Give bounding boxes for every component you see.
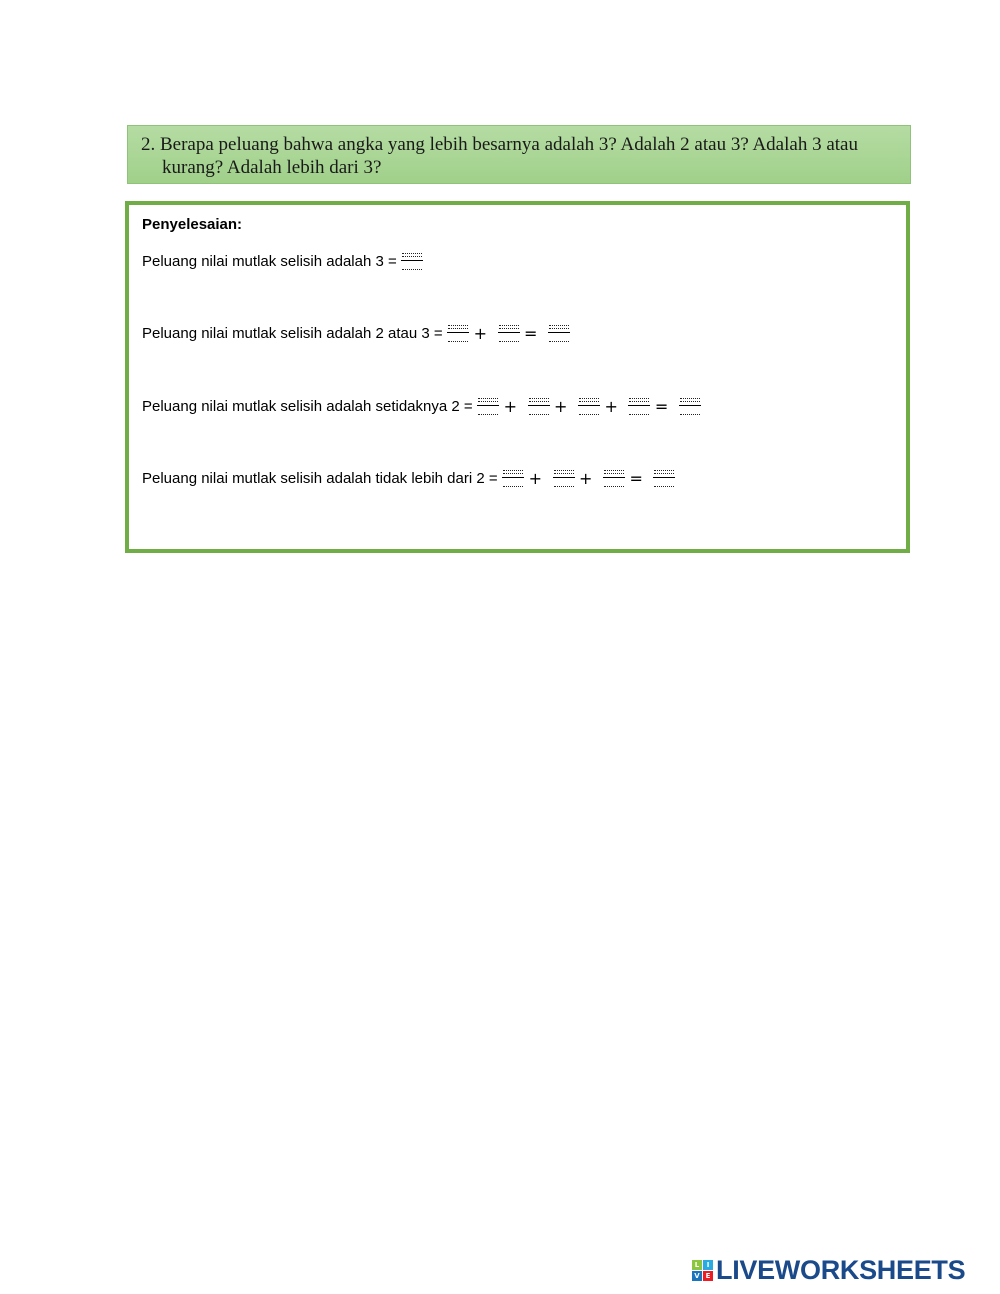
equals-sign: = <box>654 396 669 416</box>
fraction-input[interactable] <box>552 470 575 487</box>
numerator-blank[interactable] <box>549 325 569 329</box>
fraction-bar <box>548 332 570 333</box>
logo-icon <box>692 1260 713 1281</box>
answer-row-2 <box>142 318 572 348</box>
fraction-input[interactable] <box>653 470 676 487</box>
numerator-blank[interactable] <box>604 470 624 474</box>
row-3-label: Peluang nilai mutlak selisih adalah setidaknya 2 = <box>142 397 473 415</box>
logo-letter-l: L <box>692 1260 702 1270</box>
numerator-blank[interactable] <box>629 398 649 402</box>
answer-row-4 <box>142 463 678 493</box>
numerator-blank[interactable] <box>503 470 523 474</box>
fraction-input[interactable] <box>602 470 625 487</box>
answer-box <box>125 201 910 553</box>
liveworksheets-logo <box>692 1255 965 1285</box>
fraction-bar <box>628 405 650 406</box>
numerator-blank[interactable] <box>499 325 519 329</box>
denominator-blank[interactable] <box>503 483 523 487</box>
plus-sign: + <box>604 396 618 416</box>
question-text-line2: kurang? Adalah lebih dari 3? <box>162 157 382 178</box>
denominator-blank[interactable] <box>549 338 569 342</box>
numerator-blank[interactable] <box>529 398 549 402</box>
fraction-bar <box>528 405 550 406</box>
denominator-blank[interactable] <box>499 338 519 342</box>
question-banner <box>127 125 911 184</box>
fraction-bar <box>578 405 600 406</box>
fraction-bar <box>603 477 625 478</box>
denominator-blank[interactable] <box>680 411 700 415</box>
logo-letter-i: I <box>703 1260 713 1270</box>
denominator-blank[interactable] <box>402 266 422 270</box>
plus-sign: + <box>554 396 568 416</box>
numerator-blank[interactable] <box>680 398 700 402</box>
numerator-blank[interactable] <box>554 470 574 474</box>
logo-letter-e: E <box>703 1271 713 1281</box>
fraction-bar <box>498 332 520 333</box>
fraction-input[interactable] <box>477 398 500 415</box>
denominator-blank[interactable] <box>554 483 574 487</box>
denominator-blank[interactable] <box>654 483 674 487</box>
fraction-bar <box>401 260 423 261</box>
fraction-input[interactable] <box>497 325 520 342</box>
row-4-label: Peluang nilai mutlak selisih adalah tidak lebih dari 2 = <box>142 469 498 487</box>
fraction-input[interactable] <box>447 325 470 342</box>
fraction-bar <box>447 332 469 333</box>
answer-row-1 <box>142 246 426 276</box>
fraction-input[interactable] <box>502 470 525 487</box>
denominator-blank[interactable] <box>604 483 624 487</box>
denominator-blank[interactable] <box>529 411 549 415</box>
denominator-blank[interactable] <box>478 411 498 415</box>
numerator-blank[interactable] <box>448 325 468 329</box>
fraction-bar <box>502 477 524 478</box>
denominator-blank[interactable] <box>448 338 468 342</box>
plus-sign: + <box>503 396 518 416</box>
fraction-input[interactable] <box>401 253 424 270</box>
plus-sign: + <box>528 468 543 488</box>
question-text-line1: 2. Berapa peluang bahwa angka yang lebih besarnya adalah 3? Adalah 2 atau 3? Adalah 3 atau <box>141 134 858 155</box>
fraction-input[interactable] <box>628 398 651 415</box>
fraction-bar <box>477 405 499 406</box>
denominator-blank[interactable] <box>629 411 649 415</box>
logo-text: LIVEWORKSHEETS <box>716 1254 966 1285</box>
denominator-blank[interactable] <box>579 411 599 415</box>
numerator-blank[interactable] <box>478 398 498 402</box>
fraction-input[interactable] <box>547 325 570 342</box>
row-2-label: Peluang nilai mutlak selisih adalah 2 atau 3 = <box>142 324 443 342</box>
equals-sign: = <box>524 323 538 343</box>
plus-sign: + <box>579 468 593 488</box>
fraction-input[interactable] <box>577 398 600 415</box>
numerator-blank[interactable] <box>402 253 422 257</box>
numerator-blank[interactable] <box>579 398 599 402</box>
fraction-bar <box>679 405 701 406</box>
fraction-input[interactable] <box>527 398 550 415</box>
answer-title: Penyelesaian: <box>142 216 243 233</box>
plus-sign: + <box>473 323 488 343</box>
row-1-label: Peluang nilai mutlak selisih adalah 3 = <box>142 252 397 270</box>
fraction-bar <box>653 477 675 478</box>
fraction-input[interactable] <box>678 398 701 415</box>
logo-letter-v: V <box>692 1271 702 1281</box>
fraction-bar <box>553 477 575 478</box>
equals-sign: = <box>629 468 643 488</box>
answer-row-3 <box>142 391 703 421</box>
numerator-blank[interactable] <box>654 470 674 474</box>
